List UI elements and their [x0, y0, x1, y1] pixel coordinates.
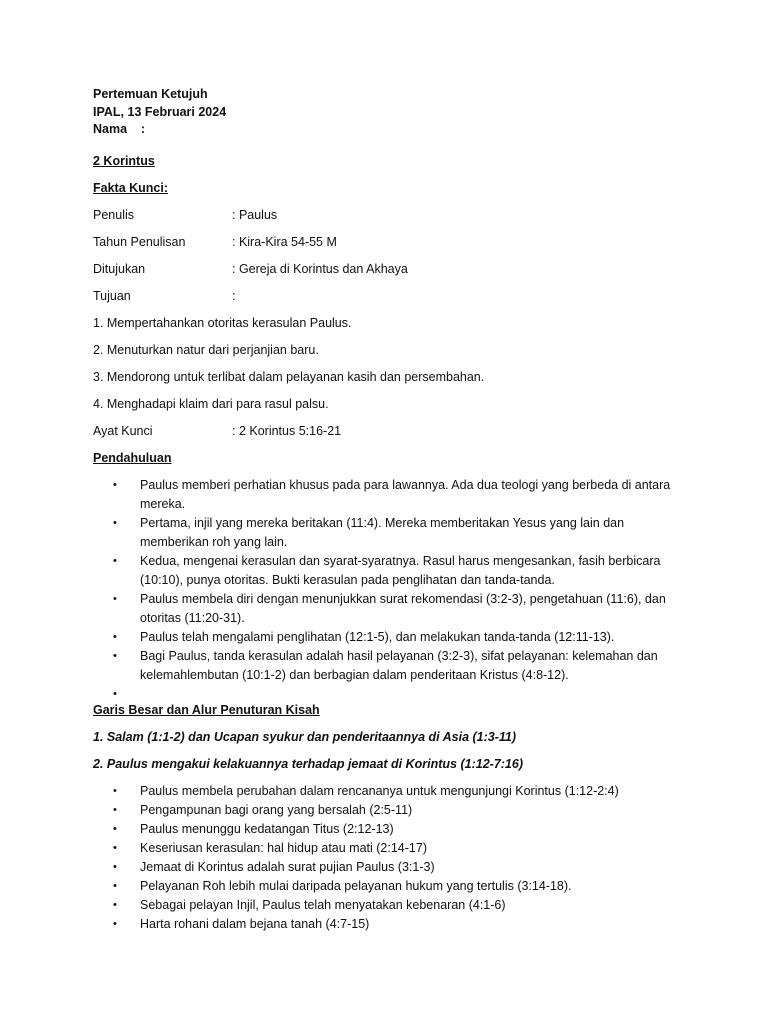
bullet-icon: • [113, 688, 117, 700]
key-verse-label: Ayat Kunci [93, 424, 153, 438]
purpose-item: 2. Menuturkan natur dari perjanjian baru. [93, 343, 319, 357]
fact-label-purpose: Tujuan [93, 289, 131, 303]
section-1-heading: 1. Salam (1:1-2) dan Ucapan syukur dan penderitaannya di Asia (1:3-11) [93, 730, 517, 744]
name-field-label: Nama : [93, 122, 146, 136]
fact-label-author: Penulis [93, 208, 134, 222]
outline-heading: Garis Besar dan Alur Penuturan Kisah [93, 703, 320, 717]
bullet-icon: • [113, 555, 117, 567]
list-item: • Pelayanan Roh lebih mulai daripada pelayanan hukum yang tertulis (3:14-18). [113, 877, 683, 896]
facts-heading: Fakta Kunci: [93, 181, 169, 195]
section-2-bullet-list [113, 782, 683, 934]
list-item: • Keseriusan kerasulan: hal hidup atau mati (2:14-17) [113, 839, 683, 858]
list-item: • Paulus telah mengalami penglihatan (12:1-5), dan melakukan tanda-tanda (12:11-13). [113, 628, 683, 647]
bullet-icon: • [113, 479, 117, 491]
list-item: • Pertama, injil yang mereka beritakan (11:4). Mereka memberitakan Yesus yang lain dan memberikan roh yang lain. [113, 516, 625, 549]
bullet-icon: • [113, 823, 117, 835]
fact-value-purpose: : [232, 289, 236, 303]
list-item: • Paulus memberi perhatian khusus pada para lawannya. Ada dua teologi yang berbeda di antara mereka. [113, 478, 671, 511]
section-2-heading: 2. Paulus mengakui kelakuannya terhadap jemaat di Korintus (1:12-7:16) [93, 757, 523, 771]
fact-label-recipient: Ditujukan [93, 262, 146, 276]
bullet-icon: • [113, 804, 117, 816]
purpose-item: 3. Mendorong untuk terlibat dalam pelayanan kasih dan persembahan. [93, 370, 485, 384]
fact-value-year: : Kira-Kira 54-55 M [232, 235, 337, 249]
list-item: • Paulus menunggu kedatangan Titus (2:12-13) [113, 820, 683, 839]
intro-bullet-list [113, 476, 683, 704]
list-item: • Paulus membela diri dengan menunjukkan surat rekomendasi (3:2-3), pengetahuan (11:6), dan otoritas (11:20-31). [113, 592, 666, 625]
list-item: • Jemaat di Korintus adalah surat pujian Paulus (3:1-3) [113, 858, 683, 877]
intro-heading: Pendahuluan [93, 451, 172, 465]
list-item: • Paulus membela perubahan dalam rencananya untuk mengunjungi Korintus (1:12-2:4) [113, 782, 683, 801]
bullet-icon: • [113, 880, 117, 892]
bullet-icon: • [113, 593, 117, 605]
list-item: • Bagi Paulus, tanda kerasulan adalah hasil pelayanan (3:2-3), sifat pelayanan: kelemahan dan kelemahlembutan (10:1-2) dan berbagian dalam penderitaan Kristus (4:8-12). [113, 649, 658, 682]
meeting-date: IPAL, 13 Februari 2024 [93, 104, 227, 119]
key-verse-value: : 2 Korintus 5:16-21 [232, 424, 342, 438]
meeting-title: Pertemuan Ketujuh [93, 87, 208, 101]
bullet-icon: • [113, 899, 117, 911]
fact-value-recipient: : Gereja di Korintus dan Akhaya [232, 262, 408, 276]
bullet-icon: • [113, 650, 117, 662]
purpose-item: 4. Menghadapi klaim dari para rasul palsu. [93, 397, 329, 411]
bullet-icon: • [113, 918, 117, 930]
list-item: • Harta rohani dalam bejana tanah (4:7-15) [113, 915, 683, 934]
bullet-icon: • [113, 517, 117, 529]
list-item: • Sebagai pelayan Injil, Paulus telah menyatakan kebenaran (4:1-6) [113, 896, 683, 915]
fact-label-year: Tahun Penulisan [93, 235, 186, 249]
bullet-icon: • [113, 861, 117, 873]
list-item: • Kedua, mengenai kerasulan dan syarat-syaratnya. Rasul harus mengesankan, fasih berbicara (10:10), punya otoritas. Bukti kerasulan pada penglihatan dan tanda-tanda. [113, 554, 661, 587]
fact-value-author: : Paulus [232, 208, 278, 222]
bullet-icon: • [113, 631, 117, 643]
document-header [93, 86, 226, 139]
purpose-item: 1. Mempertahankan otoritas kerasulan Paulus. [93, 316, 352, 330]
list-item: • Pengampunan bagi orang yang bersalah (2:5-11) [113, 801, 683, 820]
book-title: 2 Korintus [93, 154, 155, 168]
bullet-icon: • [113, 785, 117, 797]
bullet-icon: • [113, 842, 117, 854]
